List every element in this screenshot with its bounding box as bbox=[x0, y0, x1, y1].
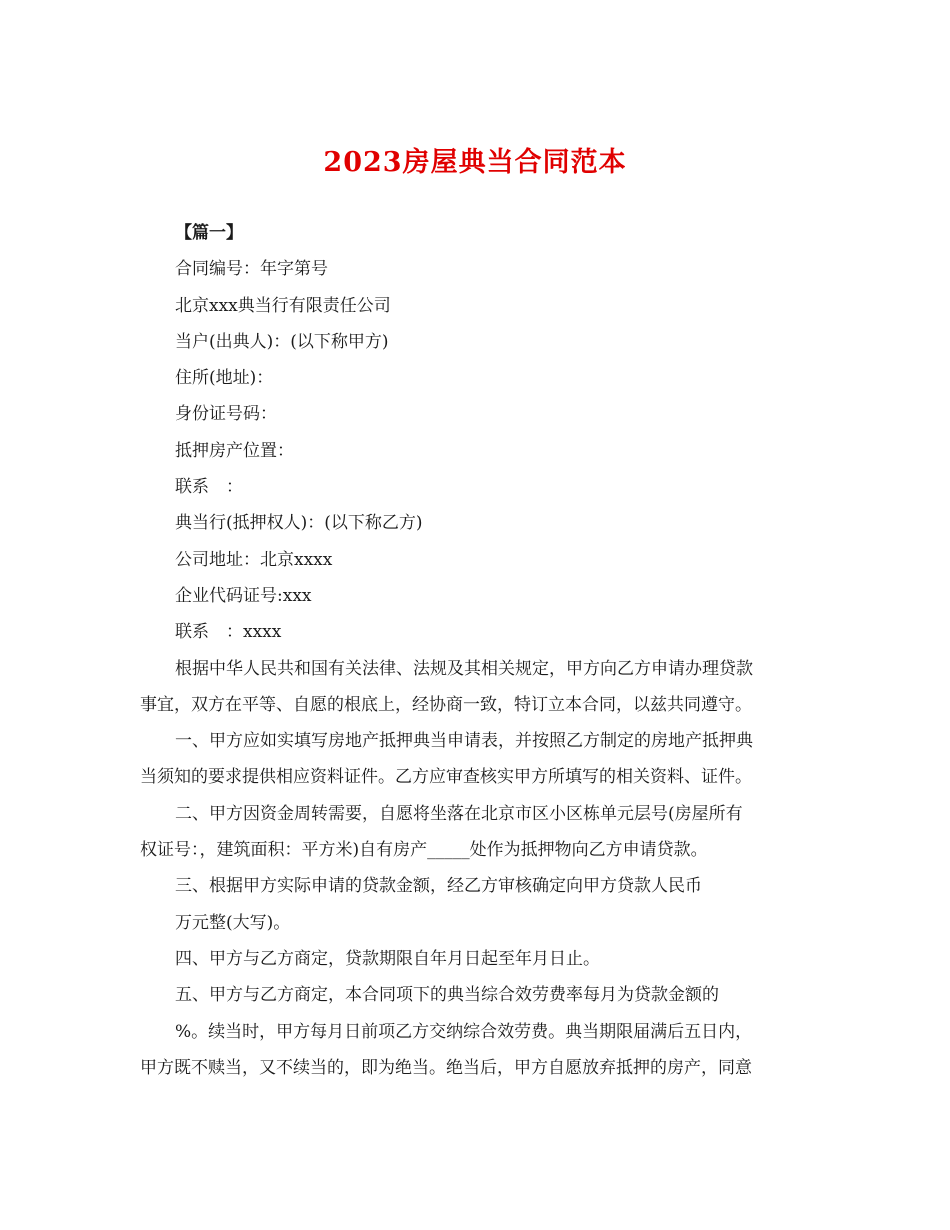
party-a-label: 当户(出典人)：(以下称甲方) bbox=[175, 331, 389, 352]
party-b-address: 公司地址：北京xxxx bbox=[175, 549, 333, 570]
party-a-id-number: 身份证号码： bbox=[175, 404, 277, 425]
party-a-contact: 联系 ： bbox=[175, 477, 243, 498]
property-location: 抵押房产位置： bbox=[175, 440, 294, 461]
document-body bbox=[140, 215, 812, 1086]
company-name: 北京xxx典当行有限责任公司 bbox=[175, 295, 391, 316]
section-heading: 【篇一】 bbox=[175, 223, 243, 243]
party-b-label: 典当行(抵押权人)：(以下称乙方) bbox=[175, 513, 423, 534]
party-a-address: 住所(地址)： bbox=[175, 368, 274, 389]
paragraph-line: %。续当时，甲方每月日前项乙方交纳综合效劳费。典当期限届满后五日内， bbox=[175, 1021, 753, 1042]
paragraph-line: 万元整(大写)。 bbox=[175, 912, 291, 933]
document-title: 2023房屋典当合同范本 bbox=[323, 147, 627, 178]
contract-number: 合同编号：年字第号 bbox=[175, 259, 328, 280]
paragraph-line: 一、甲方应如实填写房地产抵押典当申请表，并按照乙方制定的房地产抵押典 bbox=[175, 731, 753, 752]
paragraph-line: 甲方既不赎当，又不续当的，即为绝当。绝当后，甲方自愿放弃抵押的房产，同意 bbox=[140, 1057, 752, 1078]
paragraph-line: 四、甲方与乙方商定，贷款期限自年月日起至年月日止。 bbox=[175, 948, 600, 969]
paragraph-line: 二、甲方因资金周转需要，自愿将坐落在北京市区小区栋单元层号(房屋所有 bbox=[175, 803, 743, 824]
paragraph-line: 根据中华人民共和国有关法律、法规及其相关规定，甲方向乙方申请办理贷款 bbox=[175, 658, 753, 679]
paragraph-line: 当须知的要求提供相应资料证件。乙方应审查核实甲方所填写的相关资料、证件。 bbox=[140, 767, 752, 788]
party-b-contact: 联系 ：xxxx bbox=[175, 622, 282, 643]
paragraph-line: 三、根据甲方实际申请的贷款金额，经乙方审核确定向甲方贷款人民币 bbox=[175, 876, 702, 897]
paragraph-line: 事宜，双方在平等、自愿的根底上，经协商一致，特订立本合同，以兹共同遵守。 bbox=[140, 694, 752, 715]
paragraph-line: 权证号：，建筑面积：平方米)自有房产_____处作为抵押物向乙方申请贷款。 bbox=[140, 840, 708, 861]
party-b-enterprise-code: 企业代码证号:xxx bbox=[175, 585, 312, 606]
paragraph-line: 五、甲方与乙方商定，本合同项下的典当综合效劳费率每月为贷款金额的 bbox=[175, 985, 719, 1006]
